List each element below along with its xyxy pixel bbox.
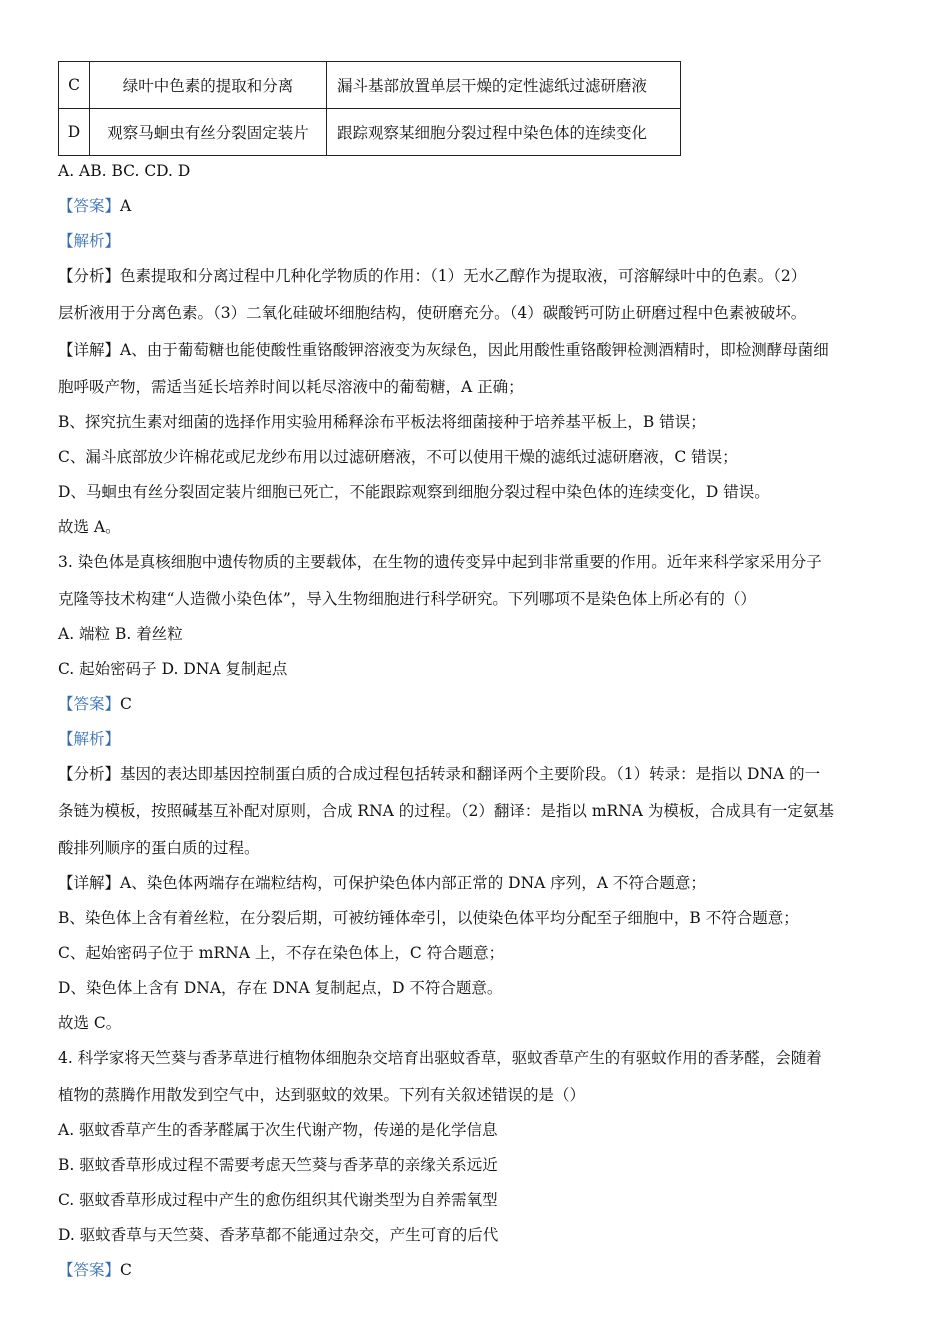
q3-detail-line: D、染色体上含有 DNA，存在 DNA 复制起点，D 不符合题意。 bbox=[58, 979, 503, 997]
q3-options: A. 端粒 B. 着丝粒 bbox=[58, 625, 183, 643]
q2-answer-line bbox=[58, 195, 131, 217]
xiangjie-tag: 【详解】 bbox=[58, 341, 121, 359]
q3-fenxi-line: 酸排列顺序的蛋白质的过程。 bbox=[58, 839, 260, 857]
q3-fenxi-line: 条链为模板，按照碱基互补配对原则，合成 RNA 的过程。（2）翻译：是指以 mRNA 为模板，合成具有一定氨基 bbox=[58, 802, 834, 820]
table-row bbox=[59, 62, 681, 109]
q2-detail-line bbox=[58, 339, 829, 361]
q4-option-b: B. 驱蚊香草形成过程不需要考虑天竺葵与香茅草的亲缘关系远近 bbox=[58, 1156, 498, 1174]
q4-stem: 植物的蒸腾作用散发到空气中，达到驱蚊的效果。下列有关叙述错误的是（） bbox=[58, 1086, 586, 1104]
q3-stem: 3. 染色体是真核细胞中遗传物质的主要载体，在生物的遗传变异中起到非常重要的作用。近年来科学家采用分子 bbox=[58, 553, 822, 571]
options-table bbox=[58, 61, 681, 156]
q3-detail-line bbox=[58, 872, 706, 894]
table-row bbox=[59, 109, 681, 156]
row-label: D bbox=[59, 109, 90, 156]
q4-stem: 4. 科学家将天竺葵与香茅草进行植物体细胞杂交培育出驱蚊香草，驱蚊香草产生的有驱蚊作用的香茅醛，会随着 bbox=[58, 1049, 822, 1067]
fenxi-text: 色素提取和分离过程中几种化学物质的作用：（1）无水乙醇作为提取液，可溶解绿叶中的色素。（2） bbox=[120, 267, 807, 285]
q3-detail-line: C、起始密码子位于 mRNA 上，不存在染色体上，C 符合题意； bbox=[58, 944, 505, 962]
q2-analysis-heading bbox=[58, 230, 120, 252]
q3-fenxi-line bbox=[58, 763, 820, 785]
analysis-tag: 【解析】 bbox=[58, 730, 121, 748]
answer-value: A bbox=[120, 197, 132, 215]
q2-detail-line: 胞呼吸产物，需适当延长培养时间以耗尽溶液中的葡萄糖，A 正确； bbox=[58, 378, 524, 396]
answer-value: C bbox=[120, 1261, 132, 1279]
q3-choose: 故选 C。 bbox=[58, 1014, 122, 1032]
answer-value: C bbox=[120, 695, 132, 713]
operation-cell: 跟踪观察某细胞分裂过程中染色体的连续变化 bbox=[327, 109, 681, 156]
q3-detail-line: B、染色体上含有着丝粒，在分裂后期，可被纺锤体牵引，以使染色体平均分配至子细胞中，B 不符合题意； bbox=[58, 909, 799, 927]
q3-answer-line bbox=[58, 693, 132, 715]
xiangjie-tag: 【详解】 bbox=[58, 874, 121, 892]
answer-tag: 【答案】 bbox=[58, 197, 121, 215]
q3-stem: 克隆等技术构建“人造微小染色体”，导入生物细胞进行科学研究。下列哪项不是染色体上所必有的（） bbox=[58, 590, 756, 608]
q2-fenxi-line bbox=[58, 265, 806, 287]
fenxi-tag: 【分析】 bbox=[58, 765, 121, 783]
row-label: C bbox=[59, 62, 90, 109]
q2-options: A. AB. BC. CD. D bbox=[58, 162, 191, 180]
q3-analysis-heading bbox=[58, 728, 120, 750]
q4-option-d: D. 驱蚊香草与天竺葵、香茅草都不能通过杂交，产生可育的后代 bbox=[58, 1226, 499, 1244]
q4-option-c: C. 驱蚊香草形成过程中产生的愈伤组织其代谢类型为自养需氧型 bbox=[58, 1191, 498, 1209]
detail-text: A、染色体两端存在端粒结构，可保护染色体内部正常的 DNA 序列，A 不符合题意； bbox=[120, 874, 706, 892]
answer-tag: 【答案】 bbox=[58, 1261, 121, 1279]
analysis-tag: 【解析】 bbox=[58, 232, 121, 250]
experiment-cell: 绿叶中色素的提取和分离 bbox=[90, 62, 327, 109]
fenxi-tag: 【分析】 bbox=[58, 267, 121, 285]
operation-cell: 漏斗基部放置单层干燥的定性滤纸过滤研磨液 bbox=[327, 62, 681, 109]
q2-detail-line: B、探究抗生素对细菌的选择作用实验用稀释涂布平板法将细菌接种于培养基平板上，B 错误； bbox=[58, 413, 706, 431]
q2-detail-line: C、漏斗底部放少许棉花或尼龙纱布用以过滤研磨液，不可以使用干燥的滤纸过滤研磨液，C 错误； bbox=[58, 448, 738, 466]
fenxi-text: 基因的表达即基因控制蛋白质的合成过程包括转录和翻译两个主要阶段。（1）转录：是指以 DNA 的一 bbox=[120, 765, 821, 783]
q3-options: C. 起始密码子 D. DNA 复制起点 bbox=[58, 660, 288, 678]
answer-tag: 【答案】 bbox=[58, 695, 121, 713]
detail-text: A、由于葡萄糖也能使酸性重铬酸钾溶液变为灰绿色，因此用酸性重铬酸钾检测酒精时，即检测酵母菌细 bbox=[120, 341, 829, 359]
experiment-cell: 观察马蛔虫有丝分裂固定装片 bbox=[90, 109, 327, 156]
q4-answer-line bbox=[58, 1259, 132, 1281]
q2-choose: 故选 A。 bbox=[58, 518, 121, 536]
q4-option-a: A. 驱蚊香草产生的香茅醛属于次生代谢产物，传递的是化学信息 bbox=[58, 1121, 498, 1139]
q2-detail-line: D、马蛔虫有丝分裂固定装片细胞已死亡，不能跟踪观察到细胞分裂过程中染色体的连续变化，D 错误。 bbox=[58, 483, 770, 501]
q2-fenxi-line: 层析液用于分离色素。（3）二氧化硅破坏细胞结构，使研磨充分。（4）碳酸钙可防止研磨过程中色素被破坏。 bbox=[58, 304, 807, 322]
